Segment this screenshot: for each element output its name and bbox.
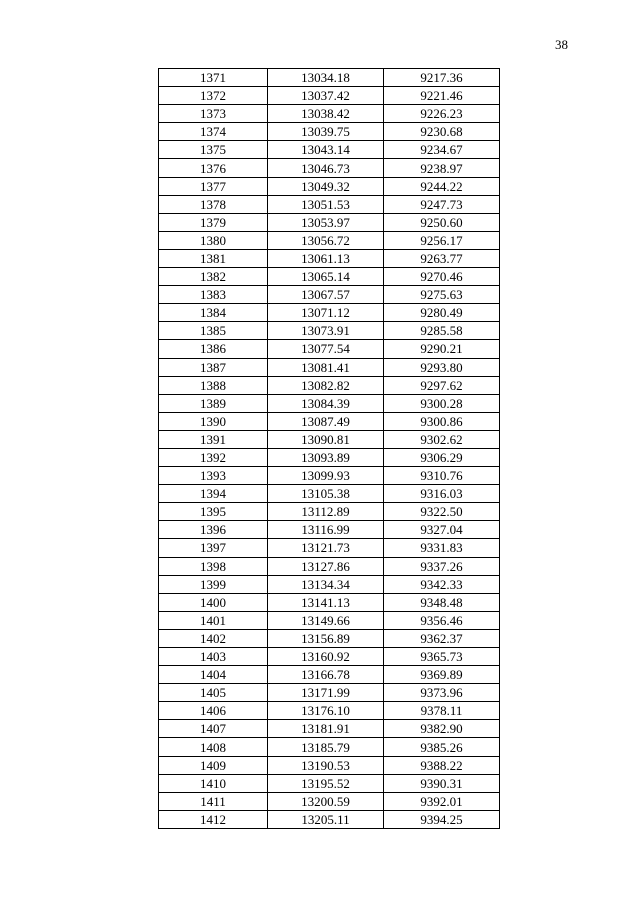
table-cell: 1379 xyxy=(159,213,268,231)
table-cell: 1371 xyxy=(159,69,268,87)
table-row xyxy=(159,539,500,557)
table-row xyxy=(159,123,500,141)
table-cell: 13190.53 xyxy=(268,756,384,774)
table-cell: 1373 xyxy=(159,105,268,123)
table-cell: 9388.22 xyxy=(384,756,500,774)
table-cell: 9390.31 xyxy=(384,774,500,792)
table-cell: 13084.39 xyxy=(268,394,384,412)
table-row xyxy=(159,611,500,629)
table-cell: 9297.62 xyxy=(384,376,500,394)
table-cell: 1399 xyxy=(159,575,268,593)
table-cell: 1395 xyxy=(159,503,268,521)
table-cell: 9342.33 xyxy=(384,575,500,593)
table-cell: 1381 xyxy=(159,249,268,267)
table-cell: 1393 xyxy=(159,467,268,485)
table-cell: 1396 xyxy=(159,521,268,539)
table-cell: 13037.42 xyxy=(268,87,384,105)
table-cell: 13081.41 xyxy=(268,358,384,376)
table-cell: 13112.89 xyxy=(268,503,384,521)
table-row xyxy=(159,69,500,87)
table-cell: 9263.77 xyxy=(384,249,500,267)
data-table xyxy=(158,68,500,829)
table-cell: 1412 xyxy=(159,810,268,828)
table-cell: 1398 xyxy=(159,557,268,575)
table-cell: 13185.79 xyxy=(268,738,384,756)
table-cell: 1391 xyxy=(159,430,268,448)
table-row xyxy=(159,430,500,448)
table-row xyxy=(159,448,500,466)
table-cell: 13116.99 xyxy=(268,521,384,539)
table-row xyxy=(159,557,500,575)
table-cell: 1410 xyxy=(159,774,268,792)
table-cell: 1382 xyxy=(159,268,268,286)
table-row xyxy=(159,195,500,213)
table-cell: 1389 xyxy=(159,394,268,412)
table-cell: 9226.23 xyxy=(384,105,500,123)
table-cell: 13065.14 xyxy=(268,268,384,286)
table-row xyxy=(159,810,500,828)
table-cell: 13149.66 xyxy=(268,611,384,629)
table-cell: 1372 xyxy=(159,87,268,105)
table-cell: 13039.75 xyxy=(268,123,384,141)
table-row xyxy=(159,249,500,267)
table-cell: 9348.48 xyxy=(384,593,500,611)
table-row xyxy=(159,485,500,503)
table-row xyxy=(159,593,500,611)
table-cell: 13105.38 xyxy=(268,485,384,503)
table-cell: 9385.26 xyxy=(384,738,500,756)
table-cell: 1386 xyxy=(159,340,268,358)
table-cell: 9306.29 xyxy=(384,448,500,466)
table-cell: 9221.46 xyxy=(384,87,500,105)
table-row xyxy=(159,503,500,521)
table-cell: 1384 xyxy=(159,304,268,322)
table-cell: 9362.37 xyxy=(384,629,500,647)
table-cell: 1390 xyxy=(159,412,268,430)
table-row xyxy=(159,322,500,340)
table-cell: 9331.83 xyxy=(384,539,500,557)
table-row xyxy=(159,792,500,810)
table-row xyxy=(159,412,500,430)
table-cell: 1405 xyxy=(159,684,268,702)
table-row xyxy=(159,286,500,304)
table-row xyxy=(159,702,500,720)
table-cell: 9373.96 xyxy=(384,684,500,702)
table-cell: 13071.12 xyxy=(268,304,384,322)
table-cell: 13160.92 xyxy=(268,648,384,666)
table-cell: 1380 xyxy=(159,231,268,249)
table-row xyxy=(159,756,500,774)
table-cell: 9256.17 xyxy=(384,231,500,249)
table-cell: 9280.49 xyxy=(384,304,500,322)
table-row xyxy=(159,304,500,322)
table-cell: 9247.73 xyxy=(384,195,500,213)
table-cell: 1411 xyxy=(159,792,268,810)
table-cell: 13073.91 xyxy=(268,322,384,340)
page-number: 38 xyxy=(555,37,568,52)
table-cell: 1385 xyxy=(159,322,268,340)
table-cell: 9382.90 xyxy=(384,720,500,738)
table-cell: 13093.89 xyxy=(268,448,384,466)
table-cell: 9356.46 xyxy=(384,611,500,629)
table-row xyxy=(159,231,500,249)
table-cell: 13141.13 xyxy=(268,593,384,611)
table-cell: 9290.21 xyxy=(384,340,500,358)
table-cell: 13090.81 xyxy=(268,430,384,448)
table-row xyxy=(159,105,500,123)
table-cell: 9275.63 xyxy=(384,286,500,304)
table-row xyxy=(159,629,500,647)
table-cell: 13067.57 xyxy=(268,286,384,304)
table-cell: 9250.60 xyxy=(384,213,500,231)
table-row xyxy=(159,394,500,412)
table-cell: 13156.89 xyxy=(268,629,384,647)
table-cell: 1409 xyxy=(159,756,268,774)
table-cell: 13205.11 xyxy=(268,810,384,828)
table-row xyxy=(159,340,500,358)
table-row xyxy=(159,774,500,792)
table-row xyxy=(159,467,500,485)
table-row xyxy=(159,213,500,231)
table-cell: 1388 xyxy=(159,376,268,394)
table-cell: 13043.14 xyxy=(268,141,384,159)
table-row xyxy=(159,268,500,286)
table-cell: 13061.13 xyxy=(268,249,384,267)
table-row xyxy=(159,521,500,539)
table-cell: 9230.68 xyxy=(384,123,500,141)
table-cell: 9322.50 xyxy=(384,503,500,521)
table-cell: 13121.73 xyxy=(268,539,384,557)
table-cell: 1374 xyxy=(159,123,268,141)
table-cell: 9270.46 xyxy=(384,268,500,286)
table-cell: 9217.36 xyxy=(384,69,500,87)
table-cell: 13195.52 xyxy=(268,774,384,792)
table-cell: 1404 xyxy=(159,666,268,684)
table-row xyxy=(159,720,500,738)
table-cell: 1403 xyxy=(159,648,268,666)
table-cell: 9300.86 xyxy=(384,412,500,430)
table-cell: 1402 xyxy=(159,629,268,647)
table-cell: 9378.11 xyxy=(384,702,500,720)
table-cell: 9285.58 xyxy=(384,322,500,340)
table-cell: 1401 xyxy=(159,611,268,629)
table-cell: 9316.03 xyxy=(384,485,500,503)
table-cell: 9238.97 xyxy=(384,159,500,177)
table-cell: 1377 xyxy=(159,177,268,195)
table-cell: 9337.26 xyxy=(384,557,500,575)
table-body xyxy=(159,69,500,829)
table-cell: 9394.25 xyxy=(384,810,500,828)
table-cell: 1397 xyxy=(159,539,268,557)
table-cell: 9365.73 xyxy=(384,648,500,666)
table-cell: 9392.01 xyxy=(384,792,500,810)
table-cell: 13053.97 xyxy=(268,213,384,231)
table-cell: 9293.80 xyxy=(384,358,500,376)
table-cell: 9369.89 xyxy=(384,666,500,684)
table-cell: 13056.72 xyxy=(268,231,384,249)
table-row xyxy=(159,358,500,376)
table-cell: 13046.73 xyxy=(268,159,384,177)
table-cell: 13034.18 xyxy=(268,69,384,87)
table-cell: 1375 xyxy=(159,141,268,159)
table-row xyxy=(159,177,500,195)
table-row xyxy=(159,666,500,684)
table-row xyxy=(159,738,500,756)
table-cell: 1408 xyxy=(159,738,268,756)
table-row xyxy=(159,575,500,593)
table-cell: 13171.99 xyxy=(268,684,384,702)
table-cell: 13127.86 xyxy=(268,557,384,575)
table-cell: 13134.34 xyxy=(268,575,384,593)
table-cell: 13181.91 xyxy=(268,720,384,738)
table-cell: 13099.93 xyxy=(268,467,384,485)
table-cell: 9234.67 xyxy=(384,141,500,159)
table-cell: 13077.54 xyxy=(268,340,384,358)
table-cell: 13051.53 xyxy=(268,195,384,213)
table-cell: 9327.04 xyxy=(384,521,500,539)
table-row xyxy=(159,141,500,159)
table-cell: 13200.59 xyxy=(268,792,384,810)
table-cell: 1392 xyxy=(159,448,268,466)
table-cell: 9302.62 xyxy=(384,430,500,448)
table-cell: 1376 xyxy=(159,159,268,177)
table-cell: 13087.49 xyxy=(268,412,384,430)
table-cell: 13049.32 xyxy=(268,177,384,195)
table-row xyxy=(159,648,500,666)
table-row xyxy=(159,376,500,394)
table-cell: 13082.82 xyxy=(268,376,384,394)
table-cell: 1387 xyxy=(159,358,268,376)
table-cell: 1400 xyxy=(159,593,268,611)
table-cell: 13176.10 xyxy=(268,702,384,720)
table-cell: 1407 xyxy=(159,720,268,738)
table-cell: 1406 xyxy=(159,702,268,720)
table-row xyxy=(159,87,500,105)
table-cell: 13166.78 xyxy=(268,666,384,684)
table-row xyxy=(159,159,500,177)
table-cell: 9244.22 xyxy=(384,177,500,195)
table-cell: 9300.28 xyxy=(384,394,500,412)
table-cell: 1394 xyxy=(159,485,268,503)
table-cell: 1383 xyxy=(159,286,268,304)
table-cell: 9310.76 xyxy=(384,467,500,485)
table-cell: 13038.42 xyxy=(268,105,384,123)
table-cell: 1378 xyxy=(159,195,268,213)
table-row xyxy=(159,684,500,702)
